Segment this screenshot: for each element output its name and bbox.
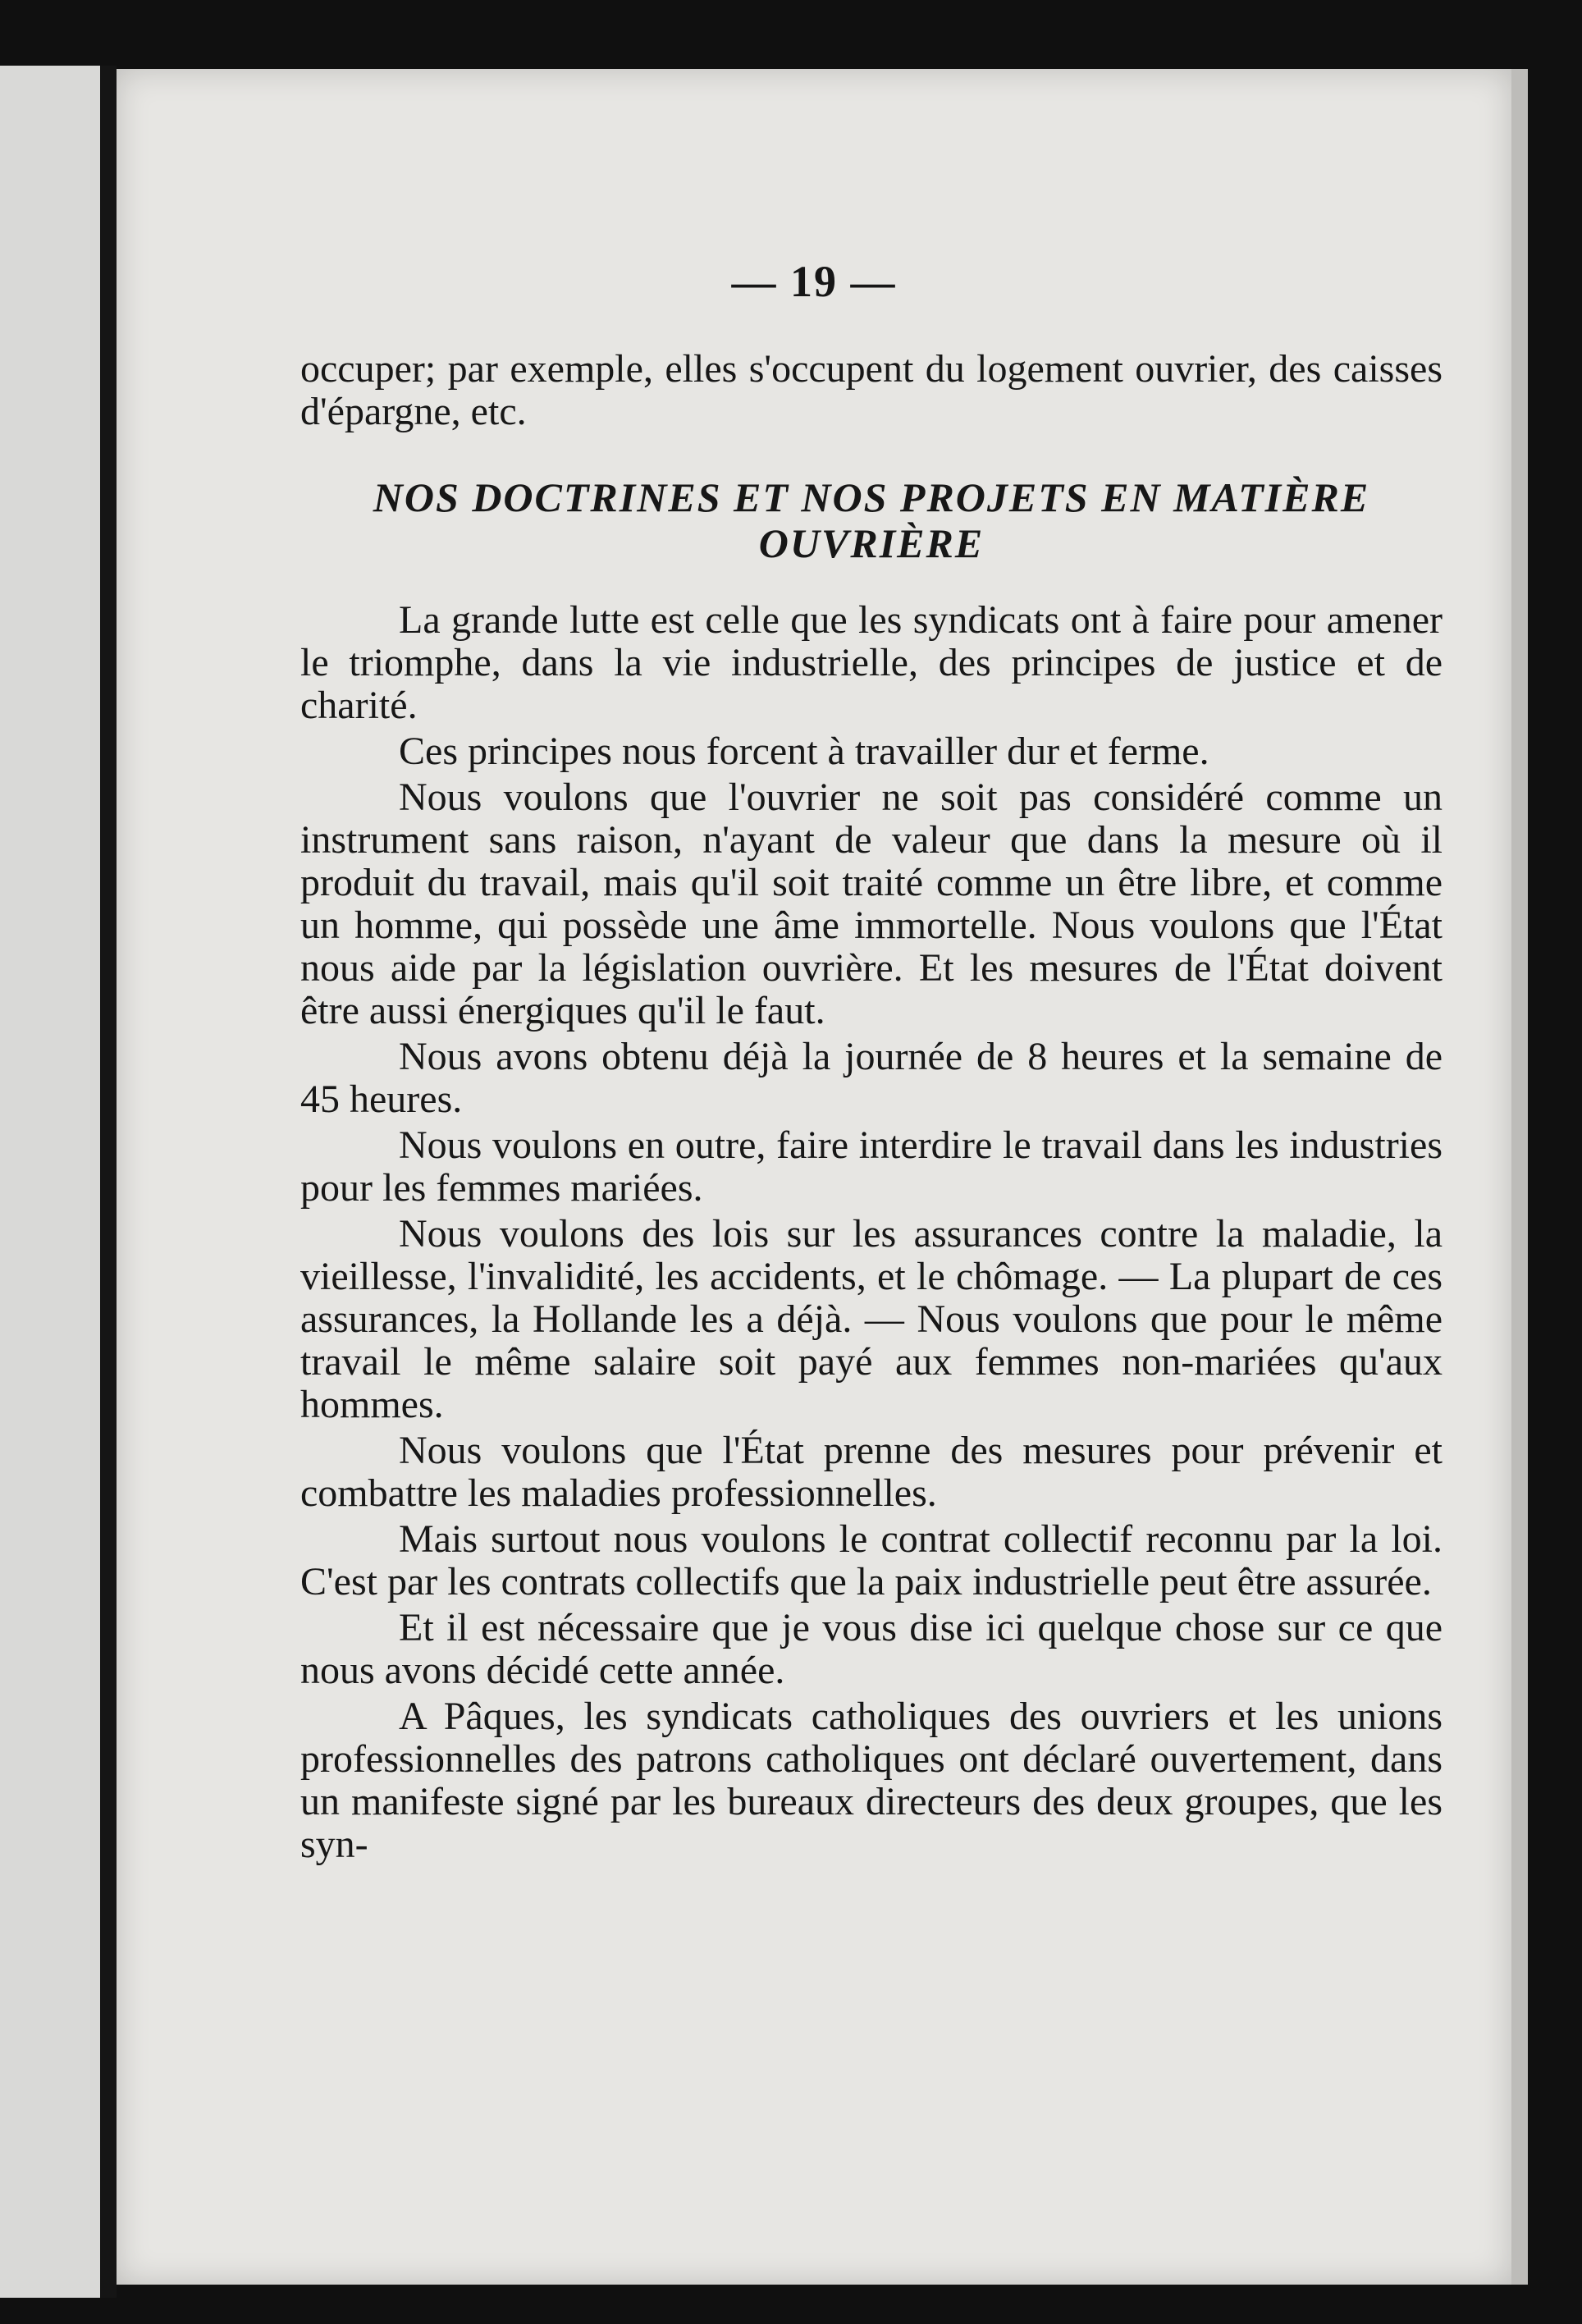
body-text (300, 348, 1443, 1866)
paragraph: Nous voulons en outre, faire interdire le travail dans les industries pour les femmes mariées. (300, 1123, 1443, 1210)
page-number: — 19 — (731, 257, 897, 306)
paragraph: Nous avons obtenu déjà la journée de 8 heures et la semaine de 45 heures. (300, 1035, 1443, 1121)
paragraph: Nous voulons des lois sur les assurances contre la maladie, la vieillesse, l'invalidité, les accidents, et le chômage. — La plupart de ces assurances, la Hollande les a déjà. — Nous voulons que pour le même travail le même salaire soit payé aux femmes non-mariées qu'aux hommes. (300, 1212, 1443, 1426)
binding-gutter (100, 66, 117, 2298)
paragraph: Mais surtout nous voulons le contrat collectif reconnu par la loi. C'est par les contrats collectifs que la paix industrielle peut être assurée. (300, 1517, 1443, 1603)
paragraph: Et il est nécessaire que je vous dise ici quelque chose sur ce que nous avons décidé cette année. (300, 1606, 1443, 1692)
paragraph: A Pâques, les syndicats catholiques des ouvriers et les unions professionnelles des patrons catholiques ont déclaré ouvertement, dans un manifeste signé par les bureaux directeurs des deux groupes, que les syn- (300, 1695, 1443, 1866)
paragraph: Nous voulons que l'État prenne des mesures pour prévenir et combattre les maladies professionnelles. (300, 1429, 1443, 1515)
previous-page-edge (0, 66, 100, 2298)
paragraph: Ces principes nous forcent à travailler dur et ferme. (399, 730, 1209, 773)
book-page (117, 69, 1511, 2285)
page-right-edge (1511, 69, 1528, 2285)
paragraph: Nous voulons que l'ouvrier ne soit pas considéré comme un instrument sans raison, n'ayant de valeur que dans la mesure où il produit du travail, mais qu'il soit traité comme un être libre, et comme un homme, qui possède une âme immortelle. Nous voulons que l'État nous aide par la législation ouvrière. Et les mesures de l'État doivent être aussi énergiques qu'il le faut. (300, 775, 1443, 1032)
section-heading: NOS DOCTRINES ET NOS PROJETS EN MATIÈRE OUVRIÈRE (373, 474, 1370, 566)
continued-paragraph: occuper; par exemple, elles s'occupent du logement ouvrier, des caisses d'épargne, etc. (300, 347, 1443, 433)
paragraph: La grande lutte est celle que les syndicats ont à faire pour amener le triomphe, dans la vie industrielle, des principes de justice et de charité. (300, 598, 1443, 727)
